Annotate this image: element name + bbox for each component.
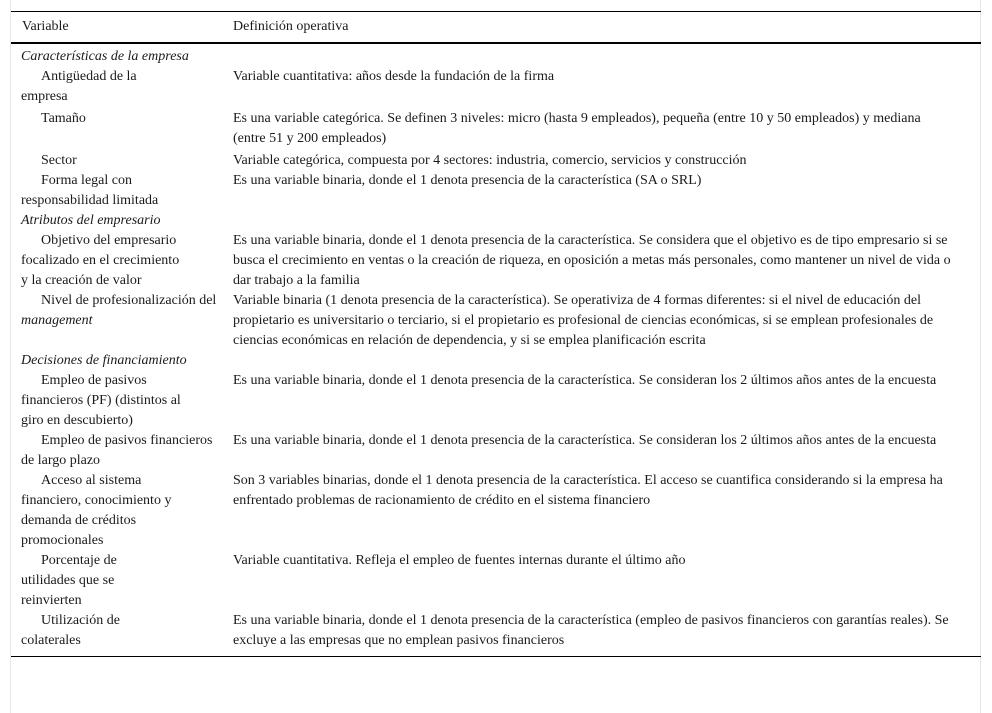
table-row bbox=[11, 371, 981, 431]
section-title: Atributos del empresario bbox=[21, 213, 161, 228]
variable-name: Forma legal con responsabilidad limitada bbox=[21, 173, 159, 208]
variable-name: Objetivo del empresario focalizado en el crecimiento y la creación de valor bbox=[21, 233, 180, 288]
variable-name: Antigüedad de la empresa bbox=[21, 69, 137, 104]
definition-cell: Variable cuantitativa: años desde la fundación de la firma bbox=[233, 69, 555, 84]
table-row bbox=[11, 431, 981, 471]
variables-table bbox=[11, 11, 981, 657]
variable-name bbox=[21, 291, 221, 331]
section-title: Decisiones de financiamiento bbox=[21, 353, 187, 368]
variable-cell bbox=[11, 371, 227, 431]
definition-cell: Variable categórica, compuesta por 4 sectores: industria, comercio, servicios y construcción bbox=[233, 153, 747, 168]
variable-name: Empleo de pasivos financieros (PF) (distintos al giro en descubierto) bbox=[21, 373, 181, 428]
section-row bbox=[11, 351, 981, 371]
header-definition: Definición operativa bbox=[227, 12, 981, 44]
variable-name-text: Nivel de profesionalización del bbox=[41, 293, 217, 308]
variable-name-italic: management bbox=[21, 313, 93, 328]
definition-cell: Variable binaria (1 denota presencia de la característica). Se operativiza de 4 formas diferentes: si el nivel de educación del propietario es universitario o terciario, si el propietario es profesional de ciencias económicas, si se emplean profesionales de ciencias económicas en relación de dependencia, y si se emplea planificación escrita bbox=[233, 293, 934, 348]
variable-cell bbox=[11, 109, 227, 151]
definition-cell: Es una variable binaria, donde el 1 denota presencia de la característica (empleo de pasivos financieros con garantías reales). Se excluye a las empresas que no emplean pasivos financieros bbox=[233, 613, 949, 648]
definition-cell: Es una variable binaria, donde el 1 denota presencia de la característica. Se considera que el objetivo es de tipo empresario si se busca el crecimiento en ventas o la creación de riqueza, en oposición a metas más personales, como mantener un nivel de vida o dar trabajo a la familia bbox=[233, 233, 951, 288]
section-row bbox=[11, 211, 981, 231]
variable-cell bbox=[11, 67, 227, 109]
table-row bbox=[11, 611, 981, 657]
variable-cell bbox=[11, 431, 227, 471]
header-variable: Variable bbox=[11, 12, 227, 44]
table-row bbox=[11, 151, 981, 171]
variable-cell bbox=[11, 551, 227, 611]
variable-name: Utilización de colaterales bbox=[21, 613, 120, 648]
variable-cell bbox=[11, 231, 227, 291]
table-row bbox=[11, 231, 981, 291]
table-row bbox=[11, 291, 981, 351]
table-row bbox=[11, 109, 981, 151]
table-row bbox=[11, 67, 981, 109]
variable-name: Tamaño bbox=[41, 111, 86, 126]
variable-cell bbox=[11, 611, 227, 657]
section-row bbox=[11, 43, 981, 67]
variable-cell bbox=[11, 471, 227, 551]
definition-cell: Es una variable binaria, donde el 1 denota presencia de la característica. Se consideran los 2 últimos años antes de la encuesta bbox=[233, 433, 937, 448]
definition-cell: Es una variable binaria, donde el 1 denota presencia de la característica. Se consideran los 2 últimos años antes de la encuesta bbox=[233, 373, 937, 388]
variable-name: Acceso al sistema financiero, conocimiento y demanda de créditos promocionales bbox=[21, 473, 172, 548]
table-row bbox=[11, 171, 981, 211]
definition-cell: Variable cuantitativa. Refleja el empleo de fuentes internas durante el último año bbox=[233, 553, 686, 568]
variable-cell bbox=[11, 171, 227, 211]
definition-cell: Es una variable categórica. Se definen 3 niveles: micro (hasta 9 empleados), pequeña (entre 10 y 50 empleados) y mediana (entre 51 y 200 empleados) bbox=[233, 111, 921, 146]
table-row bbox=[11, 551, 981, 611]
variable-name: Porcentaje de utilidades que se reinvierten bbox=[21, 553, 117, 608]
definition-cell: Es una variable binaria, donde el 1 denota presencia de la característica (SA o SRL) bbox=[233, 173, 702, 188]
section-title: Características de la empresa bbox=[21, 49, 189, 64]
table-header-row bbox=[11, 12, 981, 44]
variable-name: Sector bbox=[41, 153, 77, 168]
table-row bbox=[11, 471, 981, 551]
variable-cell bbox=[11, 151, 227, 171]
variable-name: Empleo de pasivos financieros de largo plazo bbox=[21, 433, 213, 468]
definition-cell: Son 3 variables binarias, donde el 1 denota presencia de la característica. El acceso se cuantifica considerando si la empresa ha enfrentado problemas de racionamiento de crédito en el sistema financiero bbox=[233, 473, 943, 508]
variable-cell bbox=[11, 291, 227, 351]
